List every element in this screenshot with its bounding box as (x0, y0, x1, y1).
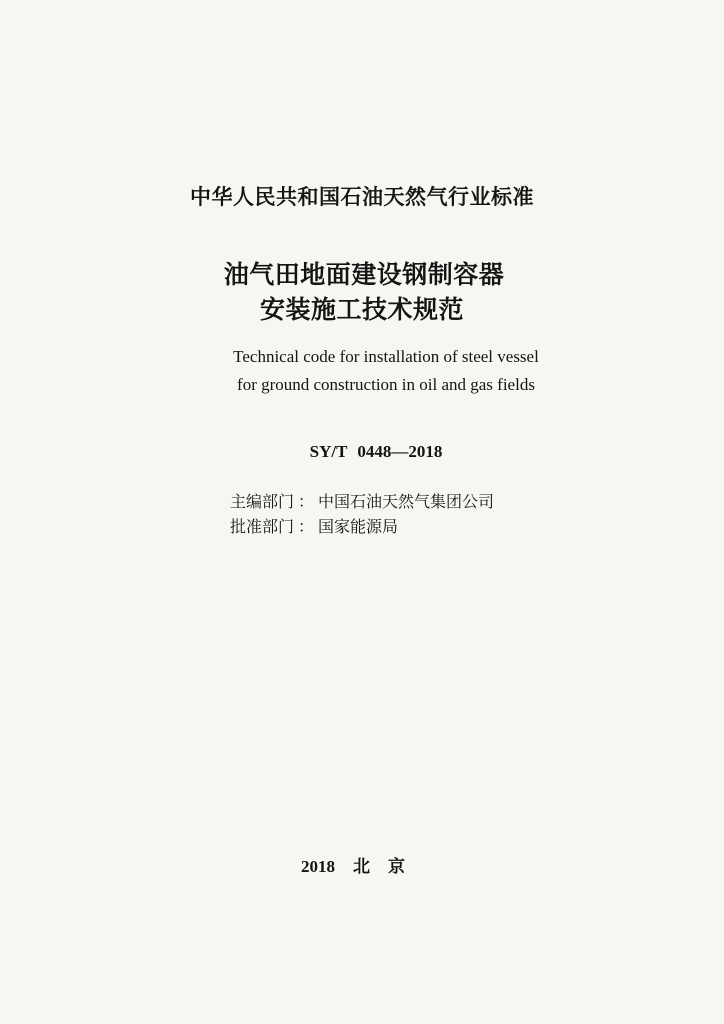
approver-separator: ： (298, 517, 315, 536)
standard-code: SY/T 0448—2018 (309, 442, 443, 461)
issuing-standard-category: 中华人民共和国石油天然气行业标准 (190, 185, 534, 209)
approver-value: 国家能源局 (318, 517, 399, 536)
title-en-line-2: for ground construction in oil and gas fields (237, 375, 535, 394)
publication-footer (0, 852, 724, 877)
title-en-line-1: Technical code for installation of steel vessel (233, 347, 539, 366)
publication-city: 北京 (353, 857, 423, 877)
publication-year: 2018 (301, 857, 335, 876)
title-cn-line-2: 安装施工技术规范 (259, 295, 464, 324)
editor-department-row (230, 489, 494, 512)
editor-value: 中国石油天然气集团公司 (318, 492, 495, 511)
approver-department-row (230, 514, 398, 537)
editor-label: 主编部门 (230, 492, 295, 511)
editor-separator: ： (298, 492, 315, 511)
approver-label: 批准部门 (230, 517, 295, 536)
title-cn-line-1: 油气田地面建设钢制容器 (223, 260, 505, 289)
